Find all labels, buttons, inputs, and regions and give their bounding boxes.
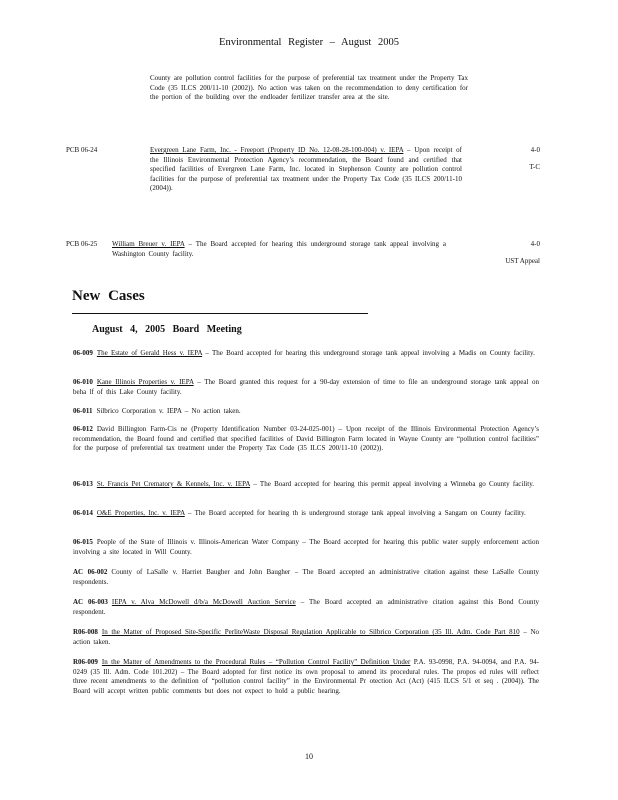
case-text: – No action taken. [73, 628, 539, 646]
case-description [112, 240, 446, 259]
case-number: 06-014 [73, 509, 93, 517]
case-entry [73, 425, 539, 454]
case-entry [73, 378, 539, 397]
case-title: In the Matter of Amendments to the Procedural Rules – “Pollution Control Facility” Definition Under [101, 658, 411, 666]
case-id: PCB 06-24 [66, 146, 98, 154]
case-text: – Upon receipt of the Illinois Environmental Protection Agency’s recommendation, the Board found and certified that specified facilities of Evergreen Lane Farm, Inc. located in Stephenson County are pollution control facilities for the purpose of preferential tax treatment under the Property Tax Code (35 ILCS 200/11-10 (2004)). [150, 146, 462, 192]
case-text: People of the State of Illinois v. Illinois-American Water Company – The Board accepted for hearing this public water supply enforcement action involving a site located in Will County. [73, 538, 539, 556]
case-parties: William Breuer v. IEPA [112, 240, 185, 248]
case-text: David Billington Farm-Cis ne (Property Identification Number 03-24-025-001) – Upon receipt of the Illinois Environmental Protection Agency’s recommendation, the Board found and certified that specified facilities of David Billington Farm located in Wayne County are “pollution control facilities” for the purpose of preferential tax treatment under the Property Tax Code (35 ILCS 200/11-10 (2002)). [73, 425, 539, 452]
case-text: Silbrico Corporation v. IEPA – No action taken. [96, 407, 241, 415]
case-text: – The Board accepted for hearing this underground storage tank appeal involving a Washington County facility. [112, 240, 446, 258]
page-number: 10 [305, 752, 313, 761]
case-description [150, 146, 462, 194]
case-number: 06-010 [73, 378, 93, 386]
case-entry [73, 538, 539, 557]
case-number: 06-012 [73, 425, 93, 433]
case-entry [73, 480, 539, 490]
case-title: Kane Illinois Properties v. IEPA [96, 378, 194, 386]
case-type: T-C [529, 163, 540, 171]
case-entry [73, 349, 539, 359]
case-number: 06-011 [73, 407, 93, 415]
case-type: UST Appeal [505, 257, 540, 265]
case-number: R06-008 [73, 628, 98, 636]
case-text: – The Board granted this request for a 90-day extension of time to file an underground storage tank appeal on beha lf of this Lake County facility. [73, 378, 539, 396]
page-header: Environmental Register – August 2005 [219, 37, 399, 48]
case-text: – The Board accepted for hearing this underground storage tank appeal involving a Madis on County facility. [202, 349, 535, 357]
case-number: AC 06-002 [73, 568, 108, 576]
case-entry [73, 598, 539, 617]
case-title: O&E Properties, Inc. v. IEPA [96, 509, 185, 517]
case-entry [73, 628, 539, 647]
case-number: 06-009 [73, 349, 93, 357]
case-entry [73, 509, 539, 519]
case-vote: 4-0 [530, 146, 540, 154]
case-number: R06-009 [73, 658, 98, 666]
heading-rule [72, 313, 368, 314]
case-parties: Evergreen Lane Farm, Inc. - Freeport (Property ID No. 12-08-28-100-004) v. IEPA [150, 146, 404, 154]
case-id: PCB 06-25 [66, 240, 98, 248]
case-title: The Estate of Gerald Hess v. IEPA [96, 349, 203, 357]
case-title: St. Francis Pet Crematory & Kennels, Inc. v. IEPA [96, 480, 251, 488]
case-text: – The Board accepted for hearing th is underground storage tank appeal involving a Sangam on County facility. [184, 509, 526, 517]
carryover-paragraph: County are pollution control facilities for the purpose of preferential tax treatment under the Property Tax Code (35 ILCS 200/11-10 (2002)). No action was taken on the recommendation to deny certification for the portion of the building over the endloader fertilizer transfer area at the site. [150, 74, 468, 101]
meeting-subheading: August 4, 2005 Board Meeting [92, 324, 242, 335]
case-entry [73, 658, 539, 696]
case-vote: 4-0 [530, 240, 540, 248]
case-text: County of LaSalle v. Harriet Baugher and John Baugher – The Board accepted an administrative citation against these LaSalle County respondents. [73, 568, 539, 586]
case-text: – The Board accepted an administrative citation against this Bond County respondent. [73, 598, 539, 616]
case-title: In the Matter of Proposed Site-Specific PerliteWaste Disposal Regulation Applicable to Silbrico Corporation (35 Ill. Adm. Code Part 810 [101, 628, 520, 636]
case-entry [73, 407, 539, 417]
case-entry [73, 568, 539, 587]
case-number: AC 06-003 [73, 598, 108, 606]
case-number: 06-015 [73, 538, 93, 546]
case-text: P.A. 93-0998, P.A. 94-0094, and P.A. 94-0249 (35 Ill. Adm. Code 101.202) – The Board adopted for first notice its own proposal to amend its procedural rules. The propos ed rules will reflect three recent amendments to the definition of “pollution control facility” in the Environmental Pr otection Act (Act) (415 ILCS 5/1 et seq . (2004)). The Board will accept written public comments but does not expect to hold a public hearing. [73, 658, 539, 695]
case-text: – The Board accepted for hearing this permit appeal involving a Winneba go County facility. [250, 480, 534, 488]
case-title: IEPA v. Alva McDowell d/b/a McDowell Auction Service [111, 598, 296, 606]
new-cases-heading: New Cases [72, 288, 145, 304]
case-number: 06-013 [73, 480, 93, 488]
